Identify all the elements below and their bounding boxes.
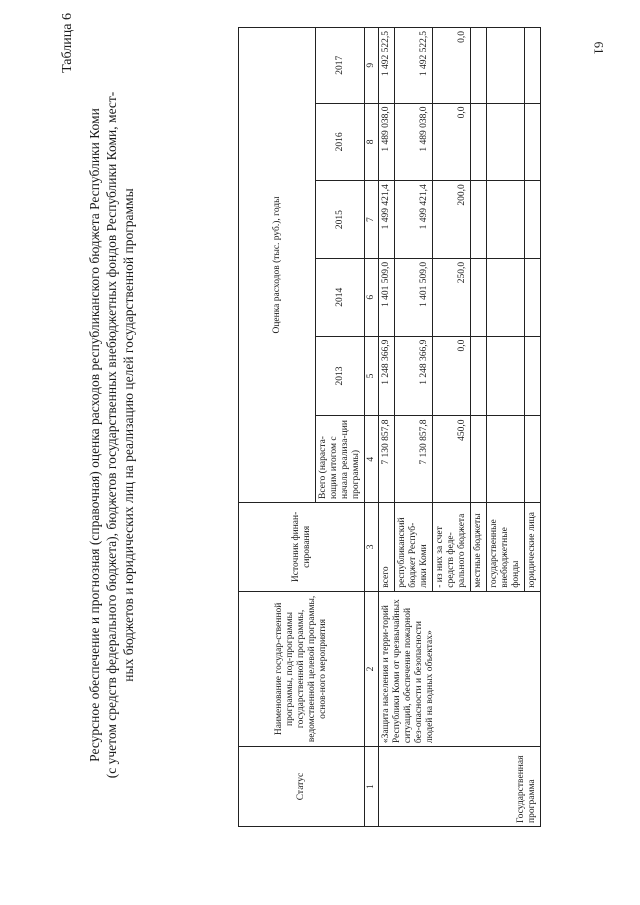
table-row	[379, 28, 395, 827]
value-cell	[525, 416, 541, 503]
header-year: 2016	[316, 103, 365, 181]
source-cell: всего	[379, 503, 395, 592]
value-cell: 1 499 421,4	[379, 181, 395, 259]
value-cell: 1 492 522,5	[395, 28, 433, 104]
value-cell: 0,0	[433, 103, 471, 181]
value-cell	[487, 181, 525, 259]
value-cell	[471, 416, 487, 503]
value-cell: 450,0	[433, 416, 471, 503]
program-name: «Защита населения и терри-торий Республики Коми от чрезвычайных ситуаций, обеспечение пожарной без-опасности и безопасности людей на водных объектах»	[379, 591, 541, 746]
value-cell: 1 248 366,9	[379, 336, 395, 416]
value-cell	[487, 258, 525, 336]
value-cell: 1 492 522,5	[379, 28, 395, 104]
value-cell	[525, 336, 541, 416]
value-cell: 1 499 421,4	[395, 181, 433, 259]
document-heading	[86, 45, 137, 825]
value-cell	[487, 336, 525, 416]
header-year: 2015	[316, 181, 365, 259]
column-index: 3	[365, 503, 379, 592]
column-index: 5	[365, 336, 379, 416]
source-cell: местные бюджеты	[471, 503, 487, 592]
source-cell: республиканский бюджет Респуб-лики Коми	[395, 503, 433, 592]
header-name: Наименование государ-ственной программы, под-программы государственной программы, ведомственной целевой программы, основ-ного мероприятия	[239, 591, 365, 746]
header-estimate: Оценка расходов (тыс. руб.), годы	[239, 28, 316, 503]
value-cell: 7 130 857,8	[395, 416, 433, 503]
source-cell: государственные внебюджетные фонды	[487, 503, 525, 592]
rotated-sheet	[52, 5, 618, 865]
source-cell: - из них за счет средств феде-рального бюджета	[433, 503, 471, 592]
value-cell	[525, 181, 541, 259]
column-index: 6	[365, 258, 379, 336]
value-cell	[471, 336, 487, 416]
heading-line: ных бюджетов и юридических лиц на реализацию целей государственной программы	[121, 188, 136, 682]
column-index: 2	[365, 591, 379, 746]
value-cell	[525, 258, 541, 336]
page-number: 61	[591, 41, 607, 55]
resource-table	[238, 27, 541, 827]
value-cell: 1 489 038,0	[379, 103, 395, 181]
value-cell: 1 401 509,0	[395, 258, 433, 336]
header-year: 2017	[316, 28, 365, 104]
header-year: 2013	[316, 336, 365, 416]
header-status: Статус	[239, 747, 365, 827]
value-cell	[487, 28, 525, 104]
value-cell: 7 130 857,8	[379, 416, 395, 503]
value-cell	[471, 258, 487, 336]
value-cell	[525, 103, 541, 181]
header-total: Всего (нараста-ющим итогом с начала реализа-ции программы)	[316, 416, 365, 503]
header-year: 2014	[316, 258, 365, 336]
value-cell	[487, 416, 525, 503]
heading-line: Ресурсное обеспечение и прогнозная (справочная) оценка расходов республиканского бюджета Республики Коми	[87, 108, 102, 762]
value-cell: 0,0	[433, 28, 471, 104]
column-index: 9	[365, 28, 379, 104]
value-cell: 1 248 366,9	[395, 336, 433, 416]
heading-line: (с учетом средств федерального бюджета), бюджетов государственных внебюджетных фондов Республики Коми, мест-	[104, 91, 119, 779]
source-cell: юридические лица	[525, 503, 541, 592]
value-cell	[471, 103, 487, 181]
column-index: 4	[365, 416, 379, 503]
program-status: Государственная программа	[379, 747, 541, 827]
value-cell	[487, 103, 525, 181]
table-label: Таблица 6	[60, 13, 75, 73]
column-index: 8	[365, 103, 379, 181]
value-cell	[471, 28, 487, 104]
value-cell: 250,0	[433, 258, 471, 336]
value-cell: 0,0	[433, 336, 471, 416]
value-cell: 1 401 509,0	[379, 258, 395, 336]
value-cell: 1 489 038,0	[395, 103, 433, 181]
value-cell	[471, 181, 487, 259]
value-cell: 200,0	[433, 181, 471, 259]
column-index: 1	[365, 747, 379, 827]
value-cell	[525, 28, 541, 104]
column-index: 7	[365, 181, 379, 259]
header-source: Источник финан-сирования	[239, 503, 365, 592]
